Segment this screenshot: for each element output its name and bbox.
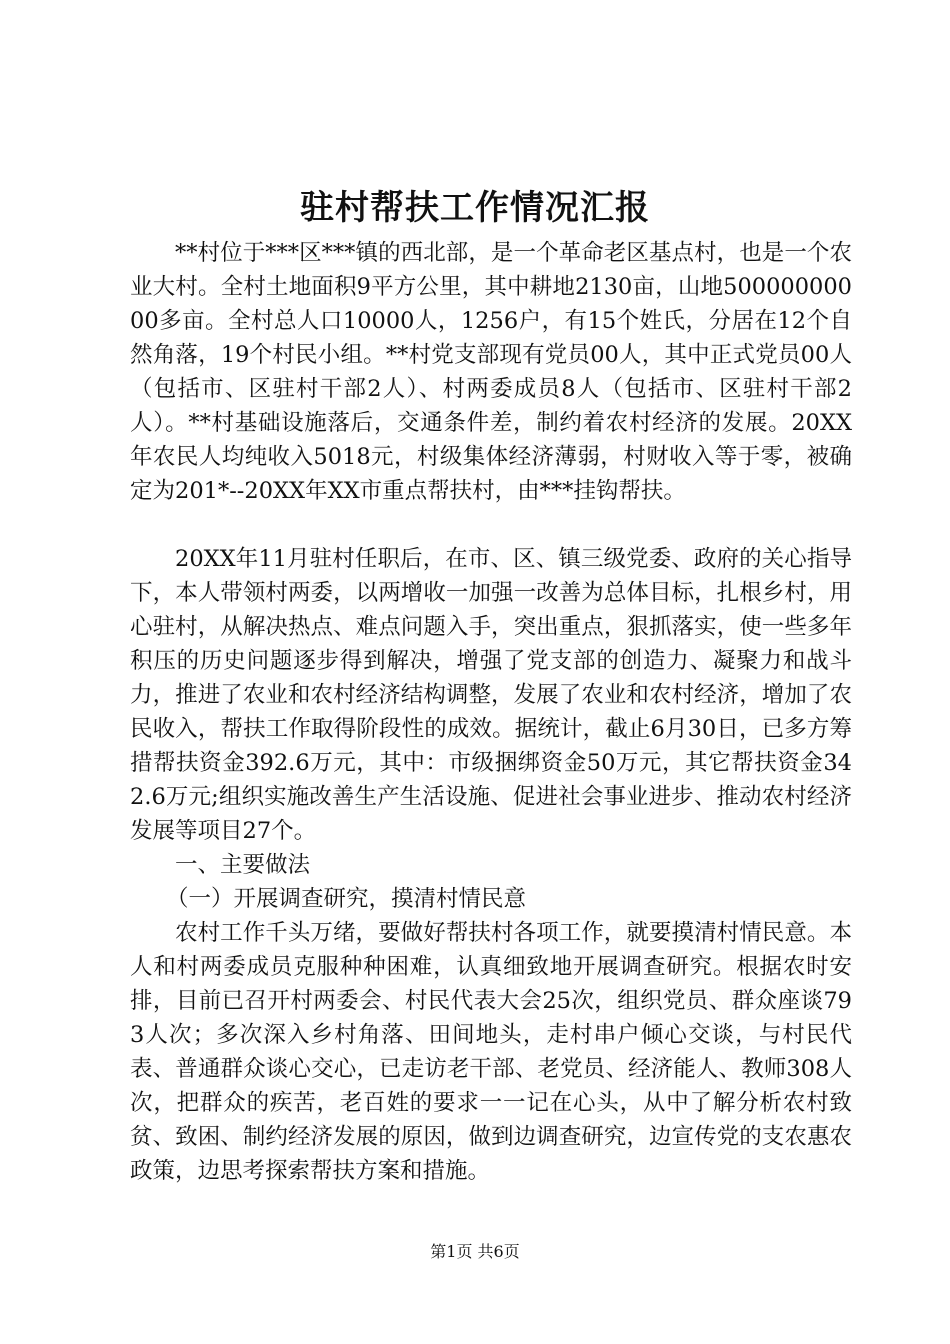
document-body bbox=[130, 236, 852, 1188]
document-title: 驻村帮扶工作情况汇报 bbox=[300, 188, 650, 228]
paragraph-intro: **村位于***区***镇的西北部，是一个革命老区基点村，也是一个农业大村。全村土地面积9平方公里，其中耕地2130亩，山地50000000000多亩。全村总人口10000人，1256户，有15个姓氏，分居在12个自然角落，19个村民小组。**村党支部现有党员00人，其中正式党员00人（包括市、区驻村干部2人）、村两委成员8人（包括市、区驻村干部2人）。**村基础设施落后，交通条件差，制约着农村经济的发展。20XX年农民人均纯收入5018元，村级集体经济薄弱，村财收入等于零，被确定为201*--20XX年XX市重点帮扶村，由***挂钩帮扶。 bbox=[130, 240, 852, 504]
page-number-footer: 第1页 共6页 bbox=[430, 1242, 520, 1261]
subsection-heading-research: （一）开展调查研究，摸清村情民意 bbox=[166, 886, 527, 912]
section-heading-main-methods: 一、主要做法 bbox=[175, 852, 311, 878]
paragraph-research: 农村工作千头万绪，要做好帮扶村各项工作，就要摸清村情民意。本人和村两委成员克服种种困难，认真细致地开展调查研究。根据农时安排，目前已召开村两委会、村民代表大会25次，组织党员、群众座谈793人次；多次深入乡村角落、田间地头，走村串户倾心交谈，与村民代表、普通群众谈心交心，已走访老干部、老党员、经济能人、教师308人次，把群众的疾苦，老百姓的要求一一记在心头，从中了解分析农村致贫、致困、制约经济发展的原因，做到边调查研究，边宣传党的支农惠农政策，边思考探索帮扶方案和措施。 bbox=[130, 920, 852, 1184]
paragraph-summary: 20XX年11月驻村任职后，在市、区、镇三级党委、政府的关心指导下，本人带领村两委，以两增收一加强一改善为总体目标，扎根乡村，用心驻村，从解决热点、难点问题入手，突出重点，狠抓落实，使一些多年积压的历史问题逐步得到解决，增强了党支部的创造力、凝聚力和战斗力，推进了农业和农村经济结构调整，发展了农业和农村经济，增加了农民收入，帮扶工作取得阶段性的成效。据统计，截止6月30日，已多方筹措帮扶资金392.6万元，其中：市级捆绑资金50万元，其它帮扶资金342.6万元;组织实施改善生产生活设施、促进社会事业进步、推动农村经济发展等项目27个。 bbox=[130, 546, 852, 844]
